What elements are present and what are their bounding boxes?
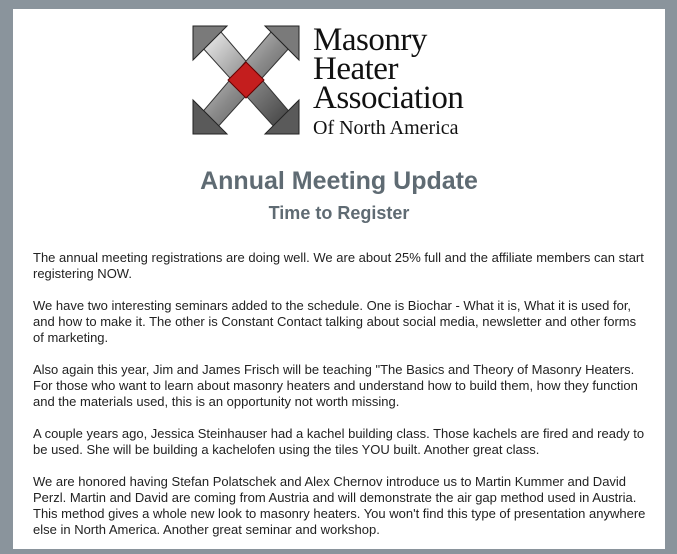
article-body	[33, 250, 648, 554]
paragraph: We are honored having Stefan Polatschek and Alex Chernov introduce us to Martin Kummer and David Perzl. Martin and David are coming from Austria and will demonstrate the air gap method used in Austria. This method gives a whole new look to masonry heaters. You won't find this type of presentation anywhere else in North America. Another great seminar and workshop.	[33, 474, 646, 537]
paragraph: We have two interesting seminars added to the schedule. One is Biochar - What it is, What it is used for, and how to make it. The other is Constant Contact talking about social media, newsletter and other forms of marketing.	[33, 298, 637, 345]
logo-line-1: Masonry	[313, 22, 427, 58]
logo-line-4: Of North America	[313, 117, 459, 139]
mha-logo	[191, 24, 491, 144]
newsletter-page	[13, 9, 665, 549]
page-subtitle: Time to Register	[268, 203, 410, 223]
logo-line-2: Heater	[313, 51, 398, 87]
paragraph: A couple years ago, Jessica Steinhauser had a kachel building class. Those kachels are fired and ready to be used. She will be building a kachelofen using the tiles YOU built. Another great class.	[33, 426, 645, 457]
page-title: Annual Meeting Update	[200, 167, 478, 195]
logo-wordmark	[313, 22, 464, 139]
logo-line-3: Association	[313, 80, 464, 116]
paragraph: The annual meeting registrations are doing well. We are about 25% full and the affiliate members can start registering NOW.	[33, 250, 644, 281]
paragraph: Also again this year, Jim and James Frisch will be teaching "The Basics and Theory of Masonry Heaters. For those who want to learn about masonry heaters and understand how to build them, how they function and the materials used, this is an opportunity not worth missing.	[33, 362, 638, 409]
logo-arrows-icon	[191, 24, 301, 136]
